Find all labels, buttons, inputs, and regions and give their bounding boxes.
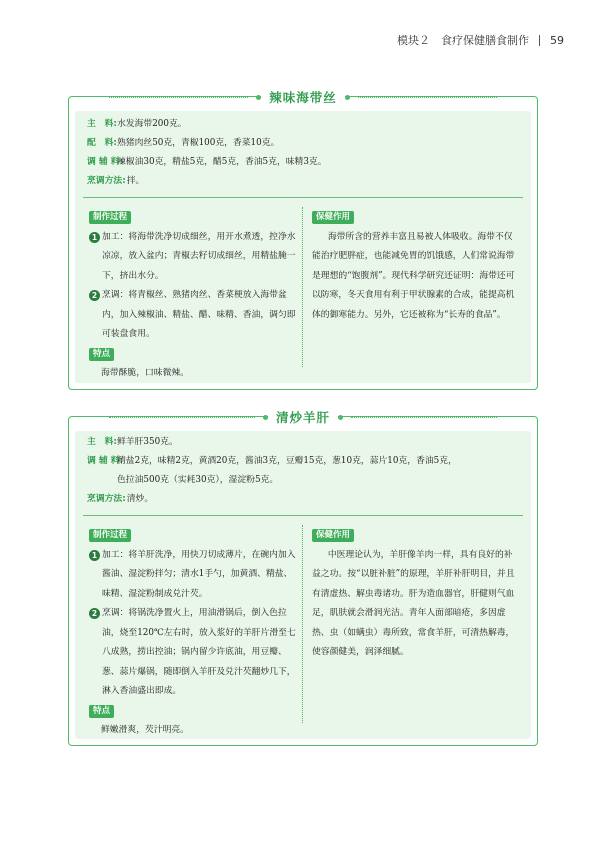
health-tag: 保健作用 (312, 211, 354, 224)
column-divider (302, 525, 303, 723)
process-step: 1 加工：将海带洗净切成细丝，用开水煮透，控净水凉凉，放入盆内；青椒去籽切成细丝，用精盐腌一下，挤出水分。 (89, 228, 297, 287)
recipe-title: 辣味海带丝 (261, 88, 345, 106)
section-divider (83, 515, 523, 516)
process-tag: 制作过程 (89, 211, 131, 224)
seasoning-row: 调 辅 料: 精盐2克，味精2克，黄酒20克，酱油3克，豆瓣15克，葱10克，蒜片10克，香油5克， (87, 456, 457, 466)
main-ingredient-row: 主 料: 水发海带200克。 (87, 119, 187, 129)
recipe-title-bar (69, 88, 537, 106)
header-divider (539, 35, 540, 46)
process-step: 2 烹调：将锅洗净置火上，用油滑锅后，倒入色拉油，烧至120℃左右时，放入浆好的羊肝片滑至七八成熟，捞出控油；锅内留少许底油，用豆瓣、葱、蒜片爆锅，随即倒入羊肝及兑汁芡翻炒几下，淋入香油盛出即成。 (89, 604, 297, 702)
process-column (89, 208, 297, 384)
step-number-icon: 1 (89, 550, 100, 561)
page-header (397, 32, 564, 48)
ingredients (87, 433, 519, 509)
health-text: 中医理论认为，羊肝像羊肉一样，具有良好的补益之功。按“以脏补脏”的原理，羊肝补肝明目，并且有清虚热、解虫毒诸功。肝为造血器官，肝健则气血足，肌肤就会滑润光洁。青年人面部暗疮，多因虚热、虫（如螨虫）毒所致，常食羊肝，可清热解毒，使容颜健美，润泽细腻。 (312, 549, 515, 657)
main-ingredient-row: 主 料: 鲜羊肝350克。 (87, 437, 178, 447)
title-dot-icon (345, 95, 350, 100)
module-title: 模块２ 食疗保健膳食制作 (397, 34, 529, 47)
column-divider (302, 207, 303, 367)
seasoning-row-continued: 色拉油500克（实耗30克），湿淀粉5克。 (117, 475, 279, 485)
seasoning-row: 调 辅 料: 辣椒油30克，精盐5克，醋5克，香油5克，味精3克。 (87, 157, 327, 167)
recipe-title-bar (69, 408, 537, 426)
aux-ingredient-row: 配 料: 熟猪肉丝50克，青椒100克，香菜10克。 (87, 138, 280, 148)
recipe-card-1 (68, 90, 538, 390)
feature-text: 鲜嫩滑爽，芡汁明亮。 (101, 725, 189, 735)
process-step: 1 加工：将羊肝洗净，用快刀切成薄片，在碗内加入酱油、湿淀粉拌匀；清水1手勺，加黄酒、精盐、味精、湿淀粉制成兑汁芡。 (89, 546, 297, 605)
process-step: 2 烹调：将青椒丝、熟猪肉丝、香菜梗放入海带盆内，加入辣椒油、精盐、醋、味精、香油，调匀即可装盘食用。 (89, 286, 297, 345)
health-column (312, 526, 518, 663)
feature-tag: 特点 (89, 705, 114, 718)
ingredients (87, 115, 519, 191)
method-row: 烹调方法: 拌。 (87, 176, 145, 186)
health-tag: 保健作用 (312, 529, 354, 542)
page-number: 59 (550, 33, 564, 47)
step-number-icon: 1 (89, 232, 100, 243)
recipe-title: 清炒羊肝 (268, 408, 338, 426)
section-divider (83, 197, 523, 198)
method-row: 烹调方法: 清炒。 (87, 494, 154, 504)
feature-text: 海带酥脆，口味微辣。 (101, 368, 189, 378)
step-number-icon: 2 (89, 290, 100, 301)
feature-tag: 特点 (89, 348, 114, 361)
recipe-card-2 (68, 410, 538, 746)
title-dot-icon (338, 415, 343, 420)
process-column (89, 526, 297, 741)
step-number-icon: 2 (89, 608, 100, 619)
health-text: 海带所含的营养丰富且易被人体吸收。海带不仅能治疗肥胖症，也能减免胃的饥饿感，人们常说海带是理想的“饱腹剂”。现代科学研究还证明：海带还可以防寒，冬天食用有利于甲状腺素的合成，能提高机体的御寒能力。另外，它还被称为“长寿的食品”。 (312, 231, 515, 320)
health-column (312, 208, 518, 325)
process-tag: 制作过程 (89, 529, 131, 542)
